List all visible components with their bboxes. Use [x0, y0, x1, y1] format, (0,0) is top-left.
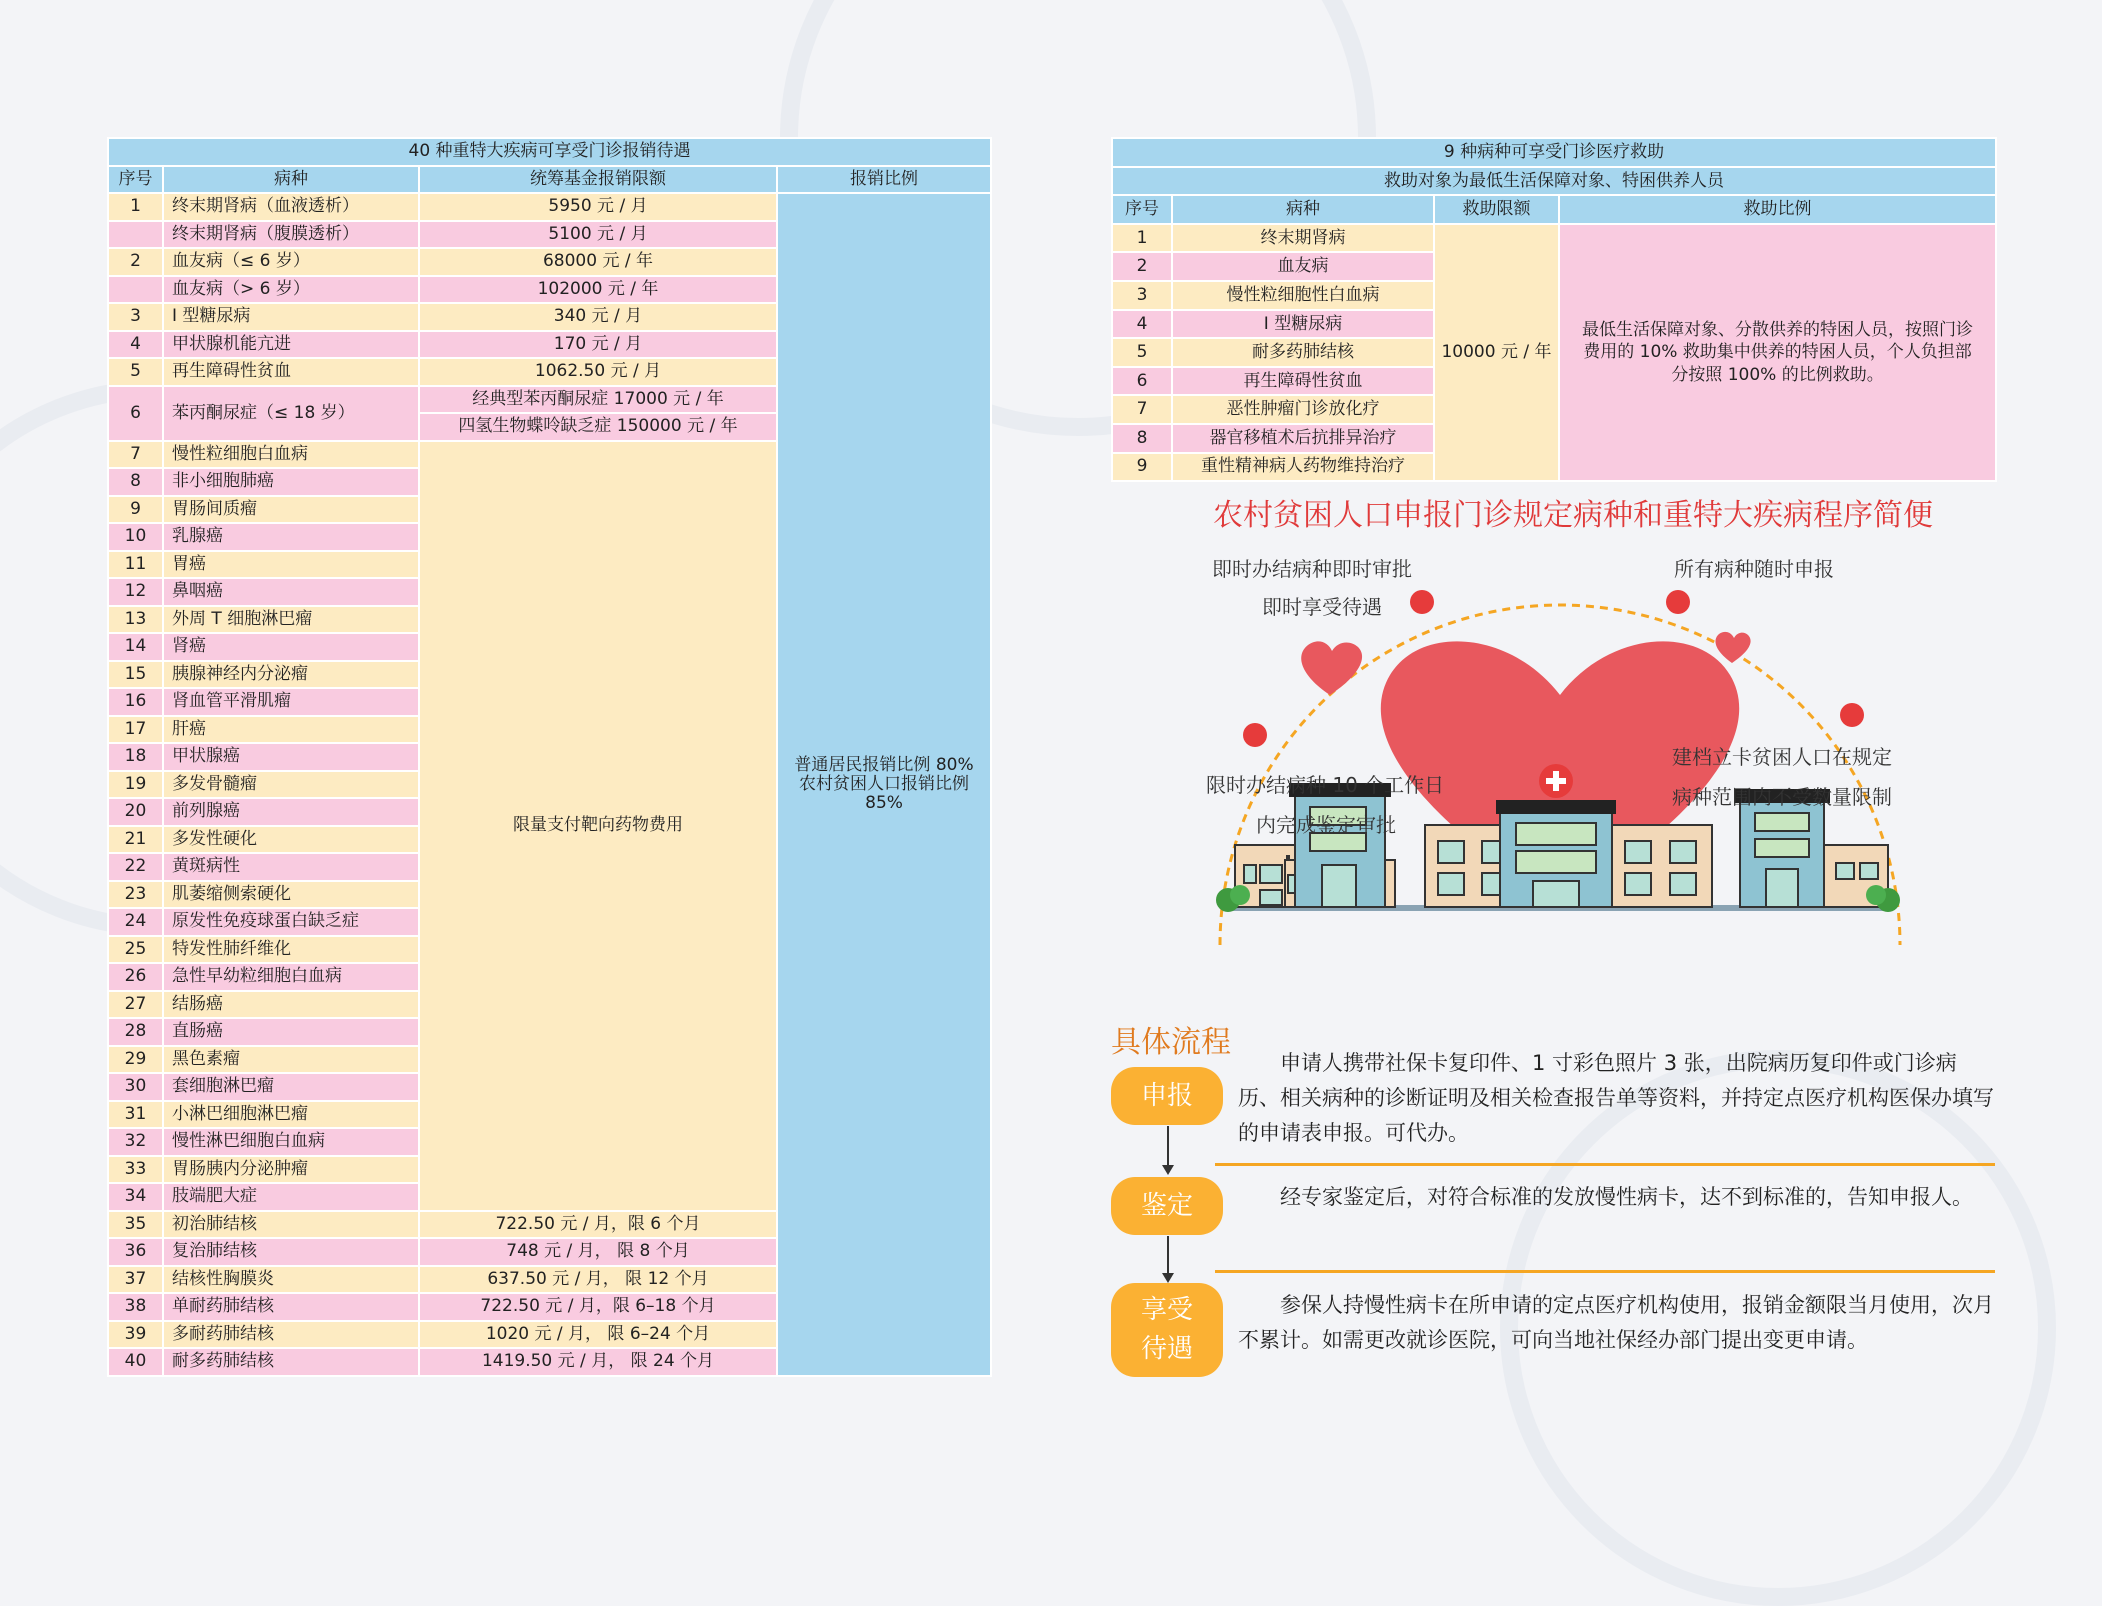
row-number: 2 — [108, 248, 163, 276]
reimburse-limit: 637.50 元 / 月， 限 12 个月 — [419, 1266, 777, 1294]
disease-name: 多耐药肺结核 — [163, 1321, 419, 1349]
reimburse-limit: 经典型苯丙酮尿症 17000 元 / 年 — [419, 386, 777, 414]
disease-name: 特发性肺纤维化 — [163, 936, 419, 964]
disease-name: 血友病（≤ 6 岁） — [163, 248, 419, 276]
table-row — [1112, 224, 1996, 253]
row-number: 29 — [108, 1046, 163, 1074]
arrow-head-icon — [1162, 1165, 1174, 1175]
reimburse-limit: 1062.50 元 / 月 — [419, 358, 777, 386]
reimburse-limit: 102000 元 / 年 — [419, 276, 777, 304]
reimburse-limit: 722.50 元 / 月，限 6–18 个月 — [419, 1293, 777, 1321]
disease-name: 原发性免疫球蛋白缺乏症 — [163, 908, 419, 936]
divider — [1215, 1270, 1995, 1273]
disease-name: 结肠癌 — [163, 991, 419, 1019]
row-number: 37 — [108, 1266, 163, 1294]
row-number: 40 — [108, 1348, 163, 1376]
disease-name: 再生障碍性贫血 — [1172, 367, 1434, 396]
row-number: 33 — [108, 1156, 163, 1184]
row-number: 8 — [1112, 424, 1172, 453]
disease-name: 恶性肿瘤门诊放化疗 — [1172, 395, 1434, 424]
major-disease-table — [107, 137, 992, 1377]
row-number: 19 — [108, 771, 163, 799]
disease-name: 慢性淋巴细胞白血病 — [163, 1128, 419, 1156]
row-number: 4 — [108, 331, 163, 359]
disease-name: 前列腺癌 — [163, 798, 419, 826]
table1-header-limit: 统筹基金报销限额 — [419, 166, 777, 194]
disease-name: 耐多药肺结核 — [163, 1348, 419, 1376]
row-number: 5 — [108, 358, 163, 386]
reimburse-limit: 5950 元 / 月 — [419, 193, 777, 221]
reimburse-limit: 68000 元 / 年 — [419, 248, 777, 276]
row-number: 36 — [108, 1238, 163, 1266]
row-number: 14 — [108, 633, 163, 661]
label-registered-poor-2: 病种范围内不受数量限制 — [1672, 785, 1892, 809]
table1-header-ratio: 报销比例 — [777, 166, 991, 194]
row-number: 17 — [108, 716, 163, 744]
row-number: 25 — [108, 936, 163, 964]
row-number: 13 — [108, 606, 163, 634]
reimburse-limit: 170 元 / 月 — [419, 331, 777, 359]
row-number: 31 — [108, 1101, 163, 1129]
disease-name: 终末期肾病 — [1172, 224, 1434, 253]
disease-name: 结核性胸膜炎 — [163, 1266, 419, 1294]
row-number: 38 — [108, 1293, 163, 1321]
disease-name: 肾血管平滑肌瘤 — [163, 688, 419, 716]
label-registered-poor-1: 建档立卡贫困人口在规定 — [1672, 745, 1892, 769]
disease-name: 肾癌 — [163, 633, 419, 661]
row-number: 21 — [108, 826, 163, 854]
row-number: 30 — [108, 1073, 163, 1101]
disease-name: 小淋巴细胞淋巴瘤 — [163, 1101, 419, 1129]
reimburse-limit: 722.50 元 / 月，限 6 个月 — [419, 1211, 777, 1239]
table2-header-limit: 救助限额 — [1434, 195, 1559, 224]
label-limited-time-1: 限时办结病种 10 个工作日 — [1206, 773, 1445, 797]
row-number: 9 — [108, 496, 163, 524]
disease-name: 急性早幼粒细胞白血病 — [163, 963, 419, 991]
reimburse-limit: 340 元 / 月 — [419, 303, 777, 331]
row-number: 2 — [1112, 252, 1172, 281]
step-apply-text: 申请人携带社保卡复印件、1 寸彩色照片 3 张，出院病历复印件或门诊病历、相关病种的诊断证明及相关检查报告单等资料，并持定点医疗机构医保办填写的申请表申报。可代办。 — [1238, 1051, 1994, 1145]
arrow-head-icon — [1162, 1273, 1174, 1283]
row-number: 9 — [1112, 453, 1172, 482]
hospital-heart-illustration — [1200, 545, 1920, 995]
row-number: 6 — [108, 386, 163, 441]
disease-name: 甲状腺机能亢进 — [163, 331, 419, 359]
disease-name: 器官移植术后抗排异治疗 — [1172, 424, 1434, 453]
disease-name: 耐多药肺结核 — [1172, 338, 1434, 367]
reimburse-ratio: 普通居民报销比例 80% 农村贫困人口报销比例 85% — [777, 193, 991, 1376]
disease-name: 非小细胞肺癌 — [163, 468, 419, 496]
disease-name: 肝癌 — [163, 716, 419, 744]
row-number: 6 — [1112, 367, 1172, 396]
row-number: 10 — [108, 523, 163, 551]
disease-name: 乳腺癌 — [163, 523, 419, 551]
disease-name: 终末期肾病（腹膜透析） — [163, 221, 419, 249]
disease-name: 胃癌 — [163, 551, 419, 579]
label-limited-time-2: 内完成鉴定审批 — [1256, 813, 1396, 837]
row-number: 34 — [108, 1183, 163, 1211]
table2-title: 9 种病种可享受门诊医疗救助 — [1112, 138, 1996, 167]
table2-subtitle: 救助对象为最低生活保障对象、特困供养人员 — [1112, 167, 1996, 196]
reimburse-limit: 四氢生物蝶呤缺乏症 150000 元 / 年 — [419, 413, 777, 441]
row-number — [108, 276, 163, 304]
disease-name: 肢端肥大症 — [163, 1183, 419, 1211]
disease-name: 苯丙酮尿症（≤ 18 岁） — [163, 386, 419, 441]
row-number: 27 — [108, 991, 163, 1019]
row-number: 22 — [108, 853, 163, 881]
row-number: 7 — [108, 441, 163, 469]
aid-limit: 10000 元 / 年 — [1434, 224, 1559, 481]
arrow-down-icon — [1167, 1236, 1169, 1274]
row-number: 1 — [108, 193, 163, 221]
disease-name: 胃肠间质瘤 — [163, 496, 419, 524]
label-instant-approve: 即时办结病种即时审批 — [1212, 557, 1412, 581]
step-enjoy-benefit: 享受待遇 — [1111, 1283, 1223, 1377]
step-appraise-text: 经专家鉴定后，对符合标准的发放慢性病卡，达不到标准的，告知申报人。 — [1280, 1185, 1973, 1209]
medical-aid-table — [1111, 137, 1997, 482]
row-number: 5 — [1112, 338, 1172, 367]
disease-name: 多发骨髓瘤 — [163, 771, 419, 799]
table2-header-disease: 病种 — [1172, 195, 1434, 224]
step-appraise: 鉴定 — [1111, 1177, 1223, 1235]
divider — [1215, 1163, 1995, 1166]
disease-name: Ⅰ 型糖尿病 — [1172, 310, 1434, 339]
disease-name: 慢性粒细胞性白血病 — [1172, 281, 1434, 310]
row-number: 26 — [108, 963, 163, 991]
disease-name: 鼻咽癌 — [163, 578, 419, 606]
arrow-down-icon — [1167, 1126, 1169, 1166]
row-number: 18 — [108, 743, 163, 771]
table1-title: 40 种重特大疾病可享受门诊报销待遇 — [108, 138, 991, 166]
disease-name: 套细胞淋巴瘤 — [163, 1073, 419, 1101]
row-number: 1 — [1112, 224, 1172, 253]
disease-name: 胰腺神经内分泌瘤 — [163, 661, 419, 689]
disease-name: 单耐药肺结核 — [163, 1293, 419, 1321]
row-number: 35 — [108, 1211, 163, 1239]
row-number: 39 — [108, 1321, 163, 1349]
row-number: 7 — [1112, 395, 1172, 424]
row-number — [108, 221, 163, 249]
row-number: 12 — [108, 578, 163, 606]
table1-header-disease: 病种 — [163, 166, 419, 194]
row-number: 23 — [108, 881, 163, 909]
disease-name: 重性精神病人药物维持治疗 — [1172, 453, 1434, 482]
row-number: 20 — [108, 798, 163, 826]
table1-header-no: 序号 — [108, 166, 163, 194]
disease-name: 慢性粒细胞白血病 — [163, 441, 419, 469]
disease-name: 胃肠胰内分泌肿瘤 — [163, 1156, 419, 1184]
row-number: 28 — [108, 1018, 163, 1046]
flow-title: 农村贫困人口申报门诊规定病种和重特大疾病程序简便 — [1213, 498, 1933, 533]
row-number: 11 — [108, 551, 163, 579]
disease-name: 甲状腺癌 — [163, 743, 419, 771]
table2-header-no: 序号 — [1112, 195, 1172, 224]
disease-name: 血友病 — [1172, 252, 1434, 281]
label-anytime-apply: 所有病种随时申报 — [1674, 557, 1834, 581]
reimburse-limit: 1419.50 元 / 月， 限 24 个月 — [419, 1348, 777, 1376]
reimburse-limit: 1020 元 / 月， 限 6–24 个月 — [419, 1321, 777, 1349]
disease-name: 终末期肾病（血液透析） — [163, 193, 419, 221]
disease-name: 复治肺结核 — [163, 1238, 419, 1266]
reimburse-limit: 748 元 / 月， 限 8 个月 — [419, 1238, 777, 1266]
disease-name: 外周 T 细胞淋巴瘤 — [163, 606, 419, 634]
disease-name: 直肠癌 — [163, 1018, 419, 1046]
row-number: 3 — [1112, 281, 1172, 310]
step-apply: 申报 — [1111, 1067, 1223, 1125]
disease-name: 血友病（> 6 岁） — [163, 276, 419, 304]
row-number: 24 — [108, 908, 163, 936]
row-number: 16 — [108, 688, 163, 716]
disease-name: 再生障碍性贫血 — [163, 358, 419, 386]
disease-name: 黄斑病性 — [163, 853, 419, 881]
table2-header-ratio: 救助比例 — [1559, 195, 1996, 224]
aid-ratio: 最低生活保障对象、分散供养的特困人员，按照门诊费用的 10% 救助集中供养的特困人员，个人负担部分按照 100% 的比例救助。 — [1559, 224, 1996, 481]
row-number: 15 — [108, 661, 163, 689]
table-row — [108, 193, 991, 221]
row-number: 8 — [108, 468, 163, 496]
row-number: 32 — [108, 1128, 163, 1156]
row-number: 3 — [108, 303, 163, 331]
disease-name: 初治肺结核 — [163, 1211, 419, 1239]
process-title: 具体流程 — [1111, 1025, 1231, 1060]
disease-name: Ⅰ 型糖尿病 — [163, 303, 419, 331]
row-number: 4 — [1112, 310, 1172, 339]
reimburse-limit: 5100 元 / 月 — [419, 221, 777, 249]
disease-name: 多发性硬化 — [163, 826, 419, 854]
shared-limit: 限量支付靶向药物费用 — [419, 441, 777, 1211]
step-enjoy-benefit-text: 参保人持慢性病卡在所申请的定点医疗机构使用，报销金额限当月使用，次月不累计。如需更改就诊医院，可向当地社保经办部门提出变更申请。 — [1238, 1293, 1994, 1352]
disease-name: 肌萎缩侧索硬化 — [163, 881, 419, 909]
disease-name: 黑色素瘤 — [163, 1046, 419, 1074]
label-instant-benefit: 即时享受待遇 — [1262, 595, 1382, 619]
